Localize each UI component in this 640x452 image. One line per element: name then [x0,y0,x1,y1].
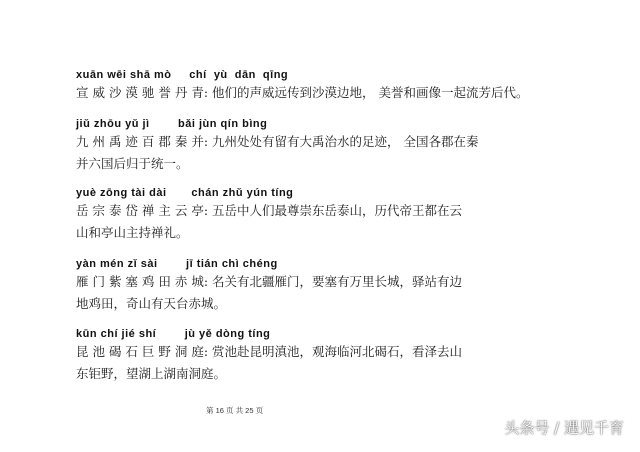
page-footer: 第 16 页 共 25 页 [206,406,264,415]
pinyin-line: yuè zōng tài dài chán zhǔ yún tíng [76,187,294,199]
text-line: 岳 宗 泰 岱 禅 主 云 亭: 五岳中人们最尊崇东岳泰山，历代帝王都在云 [76,203,462,218]
text-line: 山和亭山主持禅礼。 [76,225,189,240]
text-line: 昆 池 碣 石 巨 野 洞 庭: 赏池赴昆明滇池，观海临河北碣石，看泽去山 [76,344,462,359]
text-line: 东钜野，望湖上湖南洞庭。 [76,366,227,381]
entry-1 [76,68,576,104]
watermark: 头条号 / 遇见千育 [504,419,624,437]
entry-2 [76,117,576,175]
pinyin-line: kūn chí jié shí jù yě dòng tíng [76,328,271,340]
text-line: 并六国后归于统一。 [76,156,189,171]
pinyin-line: yàn mén zǐ sài jī tián chì chéng [76,258,278,270]
pinyin-line: jiǔ zhōu yǔ jì bǎi jùn qín bìng [76,118,268,130]
entry-5 [76,327,576,385]
pinyin-line: xuān wēi shā mò chí yù dān qīng [76,69,289,81]
text-line: 地鸡田，奇山有天台赤城。 [76,296,227,311]
entry-3 [76,186,576,244]
text-line: 宣 威 沙 漠 驰 誉 丹 青: 他们的声威远传到沙漠边地， 美誉和画像一起流芳后代。 [76,85,529,100]
text-line: 九 州 禹 迹 百 郡 秦 并: 九州处处有留有大禹治水的足迹， 全国各郡在秦 [76,134,479,149]
text-line: 雁 门 紫 塞 鸡 田 赤 城: 名关有北疆雁门，要塞有万里长城，驿站有边 [76,274,462,289]
entry-4 [76,257,576,315]
